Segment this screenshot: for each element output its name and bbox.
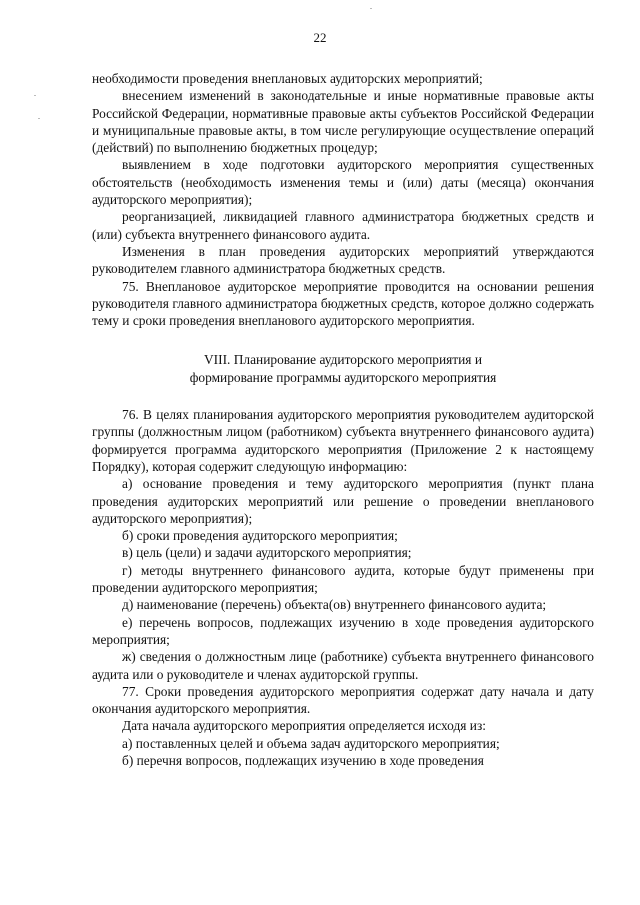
scan-speck (38, 118, 40, 119)
document-body (92, 70, 594, 769)
paragraph: 77. Сроки проведения аудиторского мероприятия содержат дату начала и дату окончания аудиторского мероприятия. (92, 683, 594, 717)
list-item: в) цель (цели) и задачи аудиторского мероприятия; (122, 545, 412, 561)
section-heading-line: VIII. Планирование аудиторского мероприятия и (204, 352, 482, 368)
scan-speck (370, 8, 372, 9)
paragraph: реорганизацией, ликвидацией главного администратора бюджетных средств и (или) субъекта внутреннего финансового аудита. (92, 209, 594, 242)
list-item: ж) сведения о должностным лице (работнике) субъекта внутреннего финансового аудита или о руководителе и членах аудиторской группы. (92, 649, 594, 682)
list-item: г) методы внутреннего финансового аудита, которые будут применены при проведении аудиторского мероприятия; (92, 562, 594, 596)
paragraph: необходимости проведения внеплановых аудиторских мероприятий; (92, 71, 483, 86)
paragraph: 76. В целях планирования аудиторского мероприятия руководителем аудиторской группы (должностным лицом (работником) субъекта внутреннего финансового аудита) формируется программа аудиторского мероприятия (Приложение 2 к настоящему Порядку), которая содержит следующую информацию: (92, 407, 594, 474)
list-item: д) наименование (перечень) объекта(ов) внутреннего финансового аудита; (122, 597, 547, 613)
list-item: а) основание проведения и тему аудиторского мероприятия (пункт плана проведения аудиторских мероприятий или решение о проведении внепланового аудиторского мероприятия); (92, 476, 594, 526)
scan-speck (34, 95, 36, 96)
section-heading (92, 351, 594, 386)
paragraph: выявлением в ходе подготовки аудиторского мероприятия существенных обстоятельств (необходимость изменения темы и (или) даты (месяца) окончания аудиторского мероприятия); (92, 157, 594, 208)
list-item: б) перечня вопросов, подлежащих изучению в ходе проведения (122, 752, 484, 768)
section-heading-line: формирование программы аудиторского мероприятия (189, 369, 497, 385)
list-item: е) перечень вопросов, подлежащих изучению в ходе проведения аудиторского мероприятия; (92, 614, 594, 647)
paragraph: внесением изменений в законодательные и иные нормативные правовые акты Российской Федерации, нормативные правовые акты субъектов Российской Федерации и муниципальные правовые акты, в том числе регулирующие осуществление операций (действий) по выполнению бюджетных процедур; (92, 88, 594, 156)
page-number: 22 (313, 30, 327, 45)
paragraph: 75. Внеплановое аудиторское мероприятие проводится на основании решения руководителя главного администратора бюджетных средств, которое должно содержать тему и сроки проведения внепланового аудиторского мероприятия. (92, 278, 594, 329)
list-item: б) сроки проведения аудиторского мероприятия; (122, 528, 398, 544)
list-item: а) поставленных целей и объема задач аудиторского мероприятия; (122, 735, 500, 751)
paragraph: Изменения в план проведения аудиторских мероприятий утверждаются руководителем главного администратора бюджетных средств. (92, 243, 594, 277)
paragraph: Дата начала аудиторского мероприятия определяется исходя из: (122, 718, 486, 734)
